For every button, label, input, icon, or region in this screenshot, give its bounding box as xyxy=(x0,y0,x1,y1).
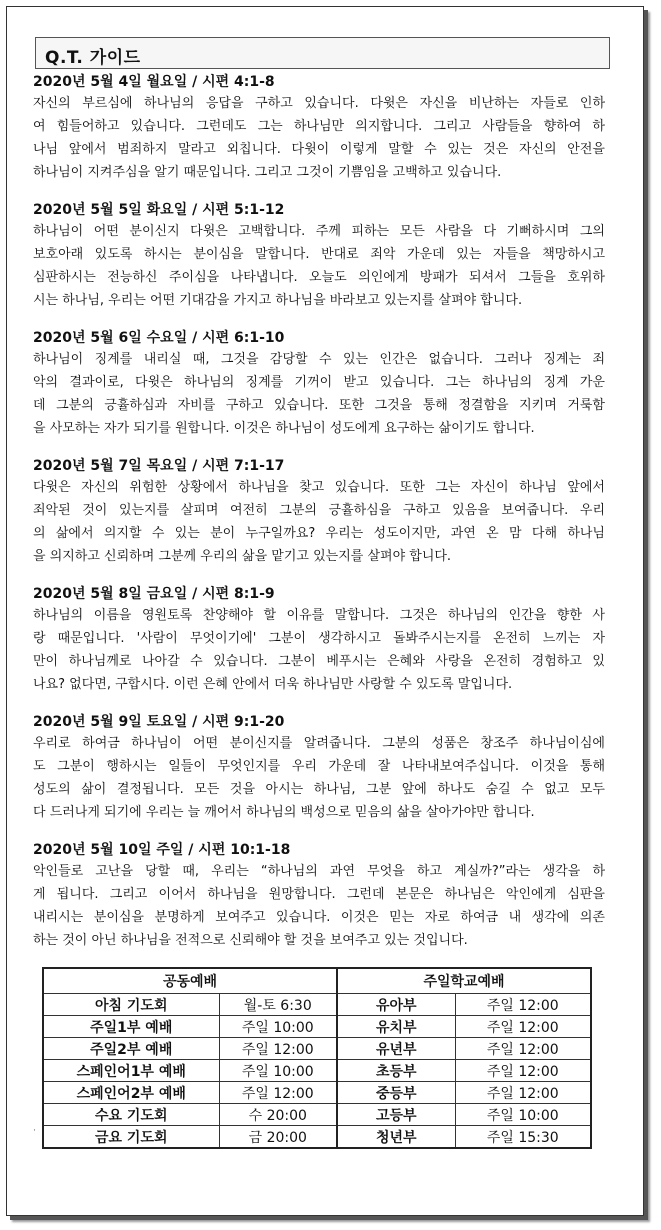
schedule-row xyxy=(43,1016,591,1038)
entry-body xyxy=(33,220,605,312)
entry-body xyxy=(33,476,605,568)
entry-line: 하나님이 징계를 내리실 때, 그것을 감당할 수 있는 인간은 없습니다. 그러나 징계는 죄 xyxy=(33,352,605,367)
qt-entry xyxy=(33,456,605,568)
service-time: 주일 10:00 xyxy=(219,1016,337,1038)
entry-line: 악인들로 고난을 당할 때, 우리는 “하나님의 과연 무엇을 하고 계실까?”라는 생각을 하 xyxy=(33,864,605,879)
entry-line: 보호아래 있도록 하시는 분이심을 말합니다. 반대로 죄악 가운데 있는 자들을 책망하시고 xyxy=(33,247,605,262)
entry-line: 도 그분이 행하시는 일들이 무엇인지를 우리 가운데 잘 나타내보여주십니다. 이것을 통해 xyxy=(33,759,605,774)
department-time: 주일 12:00 xyxy=(455,1016,591,1038)
department-name: 고등부 xyxy=(337,1104,455,1126)
department-time: 주일 12:00 xyxy=(455,1060,591,1082)
entry-line: 하는 것이 아닌 하나님을 전적으로 신뢰해야 할 것을 보여주고 있는 것입니다. xyxy=(33,933,468,948)
service-time: 주일 12:00 xyxy=(219,1082,337,1104)
entry-line: 자신의 부르심에 하나님의 응답을 구하고 있습니다. 다윗은 자신을 비난하는 자들로 인하 xyxy=(33,96,605,111)
qt-entry xyxy=(33,584,605,696)
qt-entries xyxy=(33,72,605,968)
qt-entry xyxy=(33,72,605,184)
entry-line: 을 의지하고 신뢰하며 그분께 우리의 삶을 맡기고 있는지를 살펴야 합니다. xyxy=(33,549,452,564)
title-box xyxy=(35,37,610,69)
entry-line: 우리로 하여금 하나님이 어떤 분이신지를 알려줍니다. 그분의 성품은 창조주 하나님이심에 xyxy=(33,736,605,751)
entry-heading: 2020년 5월 8일 금요일 / 시편 8:1-9 xyxy=(33,586,275,602)
qt-entry xyxy=(33,840,605,952)
qt-entry xyxy=(33,328,605,440)
entry-line: 심판하시는 전능하신 주이심을 나타냅니다. 오늘도 의인에게 방패가 되셔서 그들을 호위하 xyxy=(33,270,605,285)
entry-line: 시는 하나님, 우리는 어떤 기대감을 가지고 하나님을 바라보고 있는지를 살펴야 합니다. xyxy=(33,293,523,308)
service-name: 금요 기도회 xyxy=(43,1126,219,1149)
service-name: 수요 기도회 xyxy=(43,1104,219,1126)
department-name: 중등부 xyxy=(337,1082,455,1104)
schedule-body xyxy=(43,994,591,1149)
department-time: 주일 12:00 xyxy=(455,1038,591,1060)
schedule-row xyxy=(43,1060,591,1082)
service-time: 금 20:00 xyxy=(219,1126,337,1149)
entry-line: 성도의 삶이 결정됩니다. 모든 것을 아시는 하나님, 그분 앞에 하나도 숨길 수 없고 모두 xyxy=(33,782,605,797)
qt-entry xyxy=(33,200,605,312)
schedule-row xyxy=(43,1082,591,1104)
entry-line: 다 드러나게 되기에 우리는 늘 깨어서 하나님의 백성으로 믿음의 삶을 살아가야만 합니다. xyxy=(33,805,535,820)
entry-line: 죄악된 것이 있는지를 살피며 여전히 그분의 긍휼하심을 구하고 있음을 보여줍니다. 우리 xyxy=(33,503,605,518)
schedule-row xyxy=(43,1126,591,1149)
entry-body xyxy=(33,604,605,696)
service-name: 스페인어2부 예배 xyxy=(43,1082,219,1104)
service-name: 주일1부 예배 xyxy=(43,1016,219,1038)
entry-line: 나님 앞에서 범죄하지 말라고 외칩니다. 다윗이 이렇게 말할 수 있는 것은 자신의 안전을 xyxy=(33,142,605,157)
entry-heading: 2020년 5월 6일 수요일 / 시편 6:1-10 xyxy=(33,330,285,346)
entry-heading: 2020년 5월 4일 월요일 / 시편 4:1-8 xyxy=(33,74,275,90)
schedule-row xyxy=(43,1104,591,1126)
department-name: 유년부 xyxy=(337,1038,455,1060)
entry-line: 하나님의 이름을 영원토록 찬양해야 할 이유를 말합니다. 그것은 하나님의 인간을 향한 사 xyxy=(33,608,605,623)
worship-schedule-table xyxy=(42,967,592,1149)
entry-heading: 2020년 5월 5일 화요일 / 시편 5:1-12 xyxy=(33,202,285,218)
entry-line: 만이 하나님께로 나아갈 수 있습니다. 그분이 베푸시는 은혜와 사랑을 온전히 경험하고 있 xyxy=(33,654,605,669)
entry-line: 을 사모하는 자가 되기를 원합니다. 이것은 하나님이 성도에게 요구하는 삶이기도 합니다. xyxy=(33,421,535,436)
page-title: Q.T. 가이드 xyxy=(45,48,141,68)
department-time: 주일 10:00 xyxy=(455,1104,591,1126)
entry-line: 데 그분의 긍휼하심과 자비를 구하고 있습니다. 또한 그것을 통해 정결함을 지키며 거룩함 xyxy=(33,398,605,413)
entry-heading: 2020년 5월 9일 토요일 / 시편 9:1-20 xyxy=(33,714,285,730)
entry-line: 여 힘들어하고 있습니다. 그런데도 그는 하나님만 의지합니다. 그리고 사람들을 향하여 하 xyxy=(33,119,605,134)
schedule-row xyxy=(43,1038,591,1060)
entry-heading: 2020년 5월 10일 주일 / 시편 10:1-18 xyxy=(33,842,291,858)
department-time: 주일 15:30 xyxy=(455,1126,591,1149)
entry-heading: 2020년 5월 7일 목요일 / 시편 7:1-17 xyxy=(33,458,285,474)
entry-body xyxy=(33,732,605,824)
sunday-school-header: 주일학교예배 xyxy=(337,968,591,994)
schedule-header-row xyxy=(43,968,591,994)
entry-line: 게 됩니다. 그리고 이어서 하나님을 원망합니다. 그런데 본문은 하나님은 악인에게 심판을 xyxy=(33,887,605,902)
entry-line: 다윗은 자신의 위험한 상황에서 하나님을 찾고 있습니다. 또한 그는 자신이 하나님 앞에서 xyxy=(33,480,605,495)
stray-dot: · xyxy=(33,1126,36,1136)
entry-line: 하나님이 어떤 분이신지 다윗은 고백합니다. 주께 피하는 모든 사람을 다 기뻐하시며 그의 xyxy=(33,224,605,239)
department-name: 유아부 xyxy=(337,994,455,1016)
entry-line: 랑 때문입니다. '사람이 무엇이기에' 그분이 생각하시고 돌봐주시는지를 온전히 느끼는 자 xyxy=(33,631,605,646)
entry-line: 나요? 없다면, 구합시다. 이런 은혜 안에서 더욱 하나님만 사랑할 수 있도록 말입니다. xyxy=(33,677,513,692)
department-name: 유치부 xyxy=(337,1016,455,1038)
service-time: 수 20:00 xyxy=(219,1104,337,1126)
entry-line: 악의 결과이로, 다윗은 하나님의 징계를 기꺼이 받고 있습니다. 그는 하나님의 징계 가운 xyxy=(33,375,605,390)
department-time: 주일 12:00 xyxy=(455,994,591,1016)
service-name: 주일2부 예배 xyxy=(43,1038,219,1060)
entry-body xyxy=(33,348,605,440)
schedule-row xyxy=(43,994,591,1016)
department-name: 청년부 xyxy=(337,1126,455,1149)
entry-body xyxy=(33,860,605,952)
qt-entry xyxy=(33,712,605,824)
service-time: 주일 10:00 xyxy=(219,1060,337,1082)
service-name: 스페인어1부 예배 xyxy=(43,1060,219,1082)
service-time: 주일 12:00 xyxy=(219,1038,337,1060)
public-worship-header: 공동예배 xyxy=(43,968,337,994)
service-time: 월-토 6:30 xyxy=(219,994,337,1016)
department-name: 초등부 xyxy=(337,1060,455,1082)
entry-body xyxy=(33,92,605,184)
entry-line: 하나님이 지켜주심을 알기 때문입니다. 그리고 그것이 기쁨임을 고백하고 있습니다. xyxy=(33,165,502,180)
service-name: 아침 기도회 xyxy=(43,994,219,1016)
entry-line: 내리시는 분이심을 분명하게 보여주고 있습니다. 이것은 믿는 자로 하여금 내 생각에 의존 xyxy=(33,910,605,925)
department-time: 주일 12:00 xyxy=(455,1082,591,1104)
entry-line: 의 삶에서 의지할 수 있는 분이 누구일까요? 우리는 성도이지만, 과연 온 맘 다해 하나님 xyxy=(33,526,605,541)
